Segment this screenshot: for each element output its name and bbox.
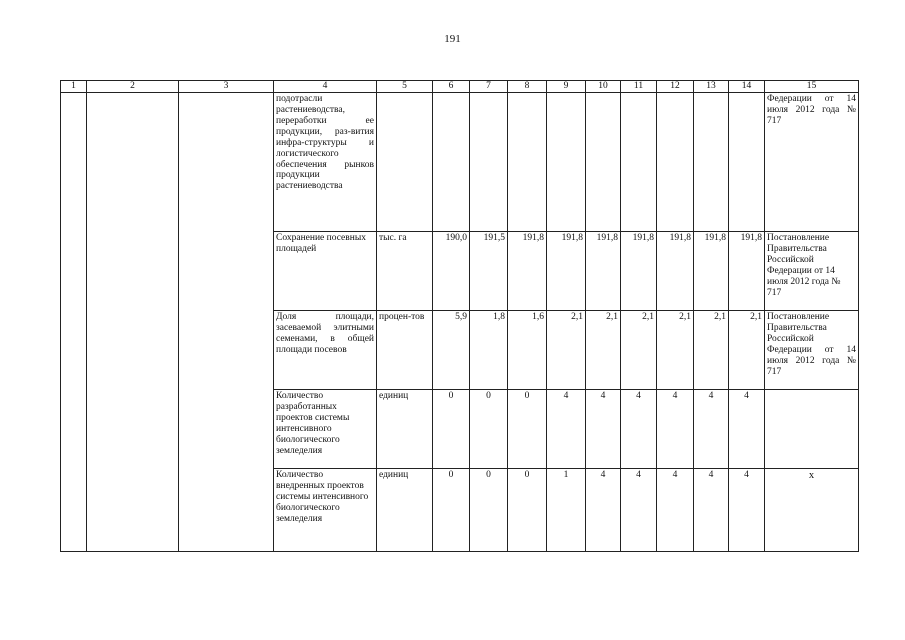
indicator-cell: Сохранение посевных площадей bbox=[274, 232, 377, 311]
value-cell: 0 bbox=[433, 390, 470, 469]
source-cell bbox=[765, 390, 859, 469]
column-header: 15 bbox=[765, 81, 859, 93]
value-cell: 4 bbox=[586, 469, 621, 552]
cell-col-2 bbox=[87, 93, 179, 552]
value-cell bbox=[729, 93, 765, 232]
value-cell bbox=[433, 93, 470, 232]
source-cell: х bbox=[765, 469, 859, 552]
value-cell: 1 bbox=[547, 469, 586, 552]
value-cell bbox=[508, 93, 547, 232]
column-header: 10 bbox=[586, 81, 621, 93]
value-cell: 2,1 bbox=[657, 311, 694, 390]
table-row bbox=[61, 93, 859, 232]
indicator-cell: Доля площади, засеваемой элитными семенами, в общей площади посевов bbox=[274, 311, 377, 390]
value-cell: 1,6 bbox=[508, 311, 547, 390]
value-cell: 191,8 bbox=[547, 232, 586, 311]
value-cell: 4 bbox=[621, 469, 657, 552]
value-cell: 4 bbox=[547, 390, 586, 469]
value-cell bbox=[657, 93, 694, 232]
value-cell: 1,8 bbox=[470, 311, 508, 390]
indicator-cell: Количество разработанных проектов системы интенсивного биологического земледелия bbox=[274, 390, 377, 469]
value-cell: 0 bbox=[508, 469, 547, 552]
value-cell: 4 bbox=[694, 390, 729, 469]
value-cell: 2,1 bbox=[694, 311, 729, 390]
column-header: 5 bbox=[377, 81, 433, 93]
value-cell: 2,1 bbox=[547, 311, 586, 390]
value-cell: 2,1 bbox=[621, 311, 657, 390]
value-cell bbox=[621, 93, 657, 232]
column-header: 8 bbox=[508, 81, 547, 93]
value-cell bbox=[694, 93, 729, 232]
value-cell: 4 bbox=[586, 390, 621, 469]
value-cell: 4 bbox=[729, 390, 765, 469]
value-cell: 0 bbox=[508, 390, 547, 469]
table-header-row bbox=[61, 81, 859, 93]
indicator-cell: подотрасли растениеводства, переработки ее продукции, раз-вития инфра-структуры и логистического обеспечения рынков продукции растениеводства bbox=[274, 93, 377, 232]
value-cell: 191,8 bbox=[621, 232, 657, 311]
value-cell: 191,8 bbox=[508, 232, 547, 311]
value-cell: 0 bbox=[470, 469, 508, 552]
unit-cell: единиц bbox=[377, 469, 433, 552]
column-header: 6 bbox=[433, 81, 470, 93]
value-cell bbox=[470, 93, 508, 232]
value-cell: 190,0 bbox=[433, 232, 470, 311]
value-cell bbox=[547, 93, 586, 232]
unit-cell: процен-тов bbox=[377, 311, 433, 390]
value-cell: 4 bbox=[657, 390, 694, 469]
value-cell: 191,8 bbox=[694, 232, 729, 311]
unit-cell: тыс. га bbox=[377, 232, 433, 311]
source-cell: Федерации от 14 июля 2012 года № 717 bbox=[765, 93, 859, 232]
column-header: 13 bbox=[694, 81, 729, 93]
column-header: 12 bbox=[657, 81, 694, 93]
column-header: 3 bbox=[179, 81, 274, 93]
column-header: 9 bbox=[547, 81, 586, 93]
value-cell: 2,1 bbox=[729, 311, 765, 390]
unit-cell: единиц bbox=[377, 390, 433, 469]
column-header: 1 bbox=[61, 81, 87, 93]
column-header: 4 bbox=[274, 81, 377, 93]
value-cell: 191,5 bbox=[470, 232, 508, 311]
source-cell: Постановление Правительства Российской Федерации от 14 июля 2012 года № 717 bbox=[765, 311, 859, 390]
value-cell: 0 bbox=[433, 469, 470, 552]
value-cell: 2,1 bbox=[586, 311, 621, 390]
column-header: 7 bbox=[470, 81, 508, 93]
column-header: 2 bbox=[87, 81, 179, 93]
cell-col-1 bbox=[61, 93, 87, 552]
unit-cell bbox=[377, 93, 433, 232]
value-cell: 0 bbox=[470, 390, 508, 469]
value-cell: 4 bbox=[694, 469, 729, 552]
value-cell: 4 bbox=[621, 390, 657, 469]
source-cell: Постановление Правительства Российской Федерации от 14 июля 2012 года № 717 bbox=[765, 232, 859, 311]
value-cell bbox=[586, 93, 621, 232]
value-cell: 4 bbox=[657, 469, 694, 552]
page-number: 191 bbox=[444, 33, 461, 45]
column-header: 11 bbox=[621, 81, 657, 93]
cell-col-3 bbox=[179, 93, 274, 552]
value-cell: 191,8 bbox=[657, 232, 694, 311]
value-cell: 5,9 bbox=[433, 311, 470, 390]
column-header: 14 bbox=[729, 81, 765, 93]
value-cell: 191,8 bbox=[586, 232, 621, 311]
value-cell: 191,8 bbox=[729, 232, 765, 311]
indicator-table bbox=[60, 80, 859, 552]
value-cell: 4 bbox=[729, 469, 765, 552]
indicator-cell: Количество внедренных проектов системы интенсивного биологического земледелия bbox=[274, 469, 377, 552]
